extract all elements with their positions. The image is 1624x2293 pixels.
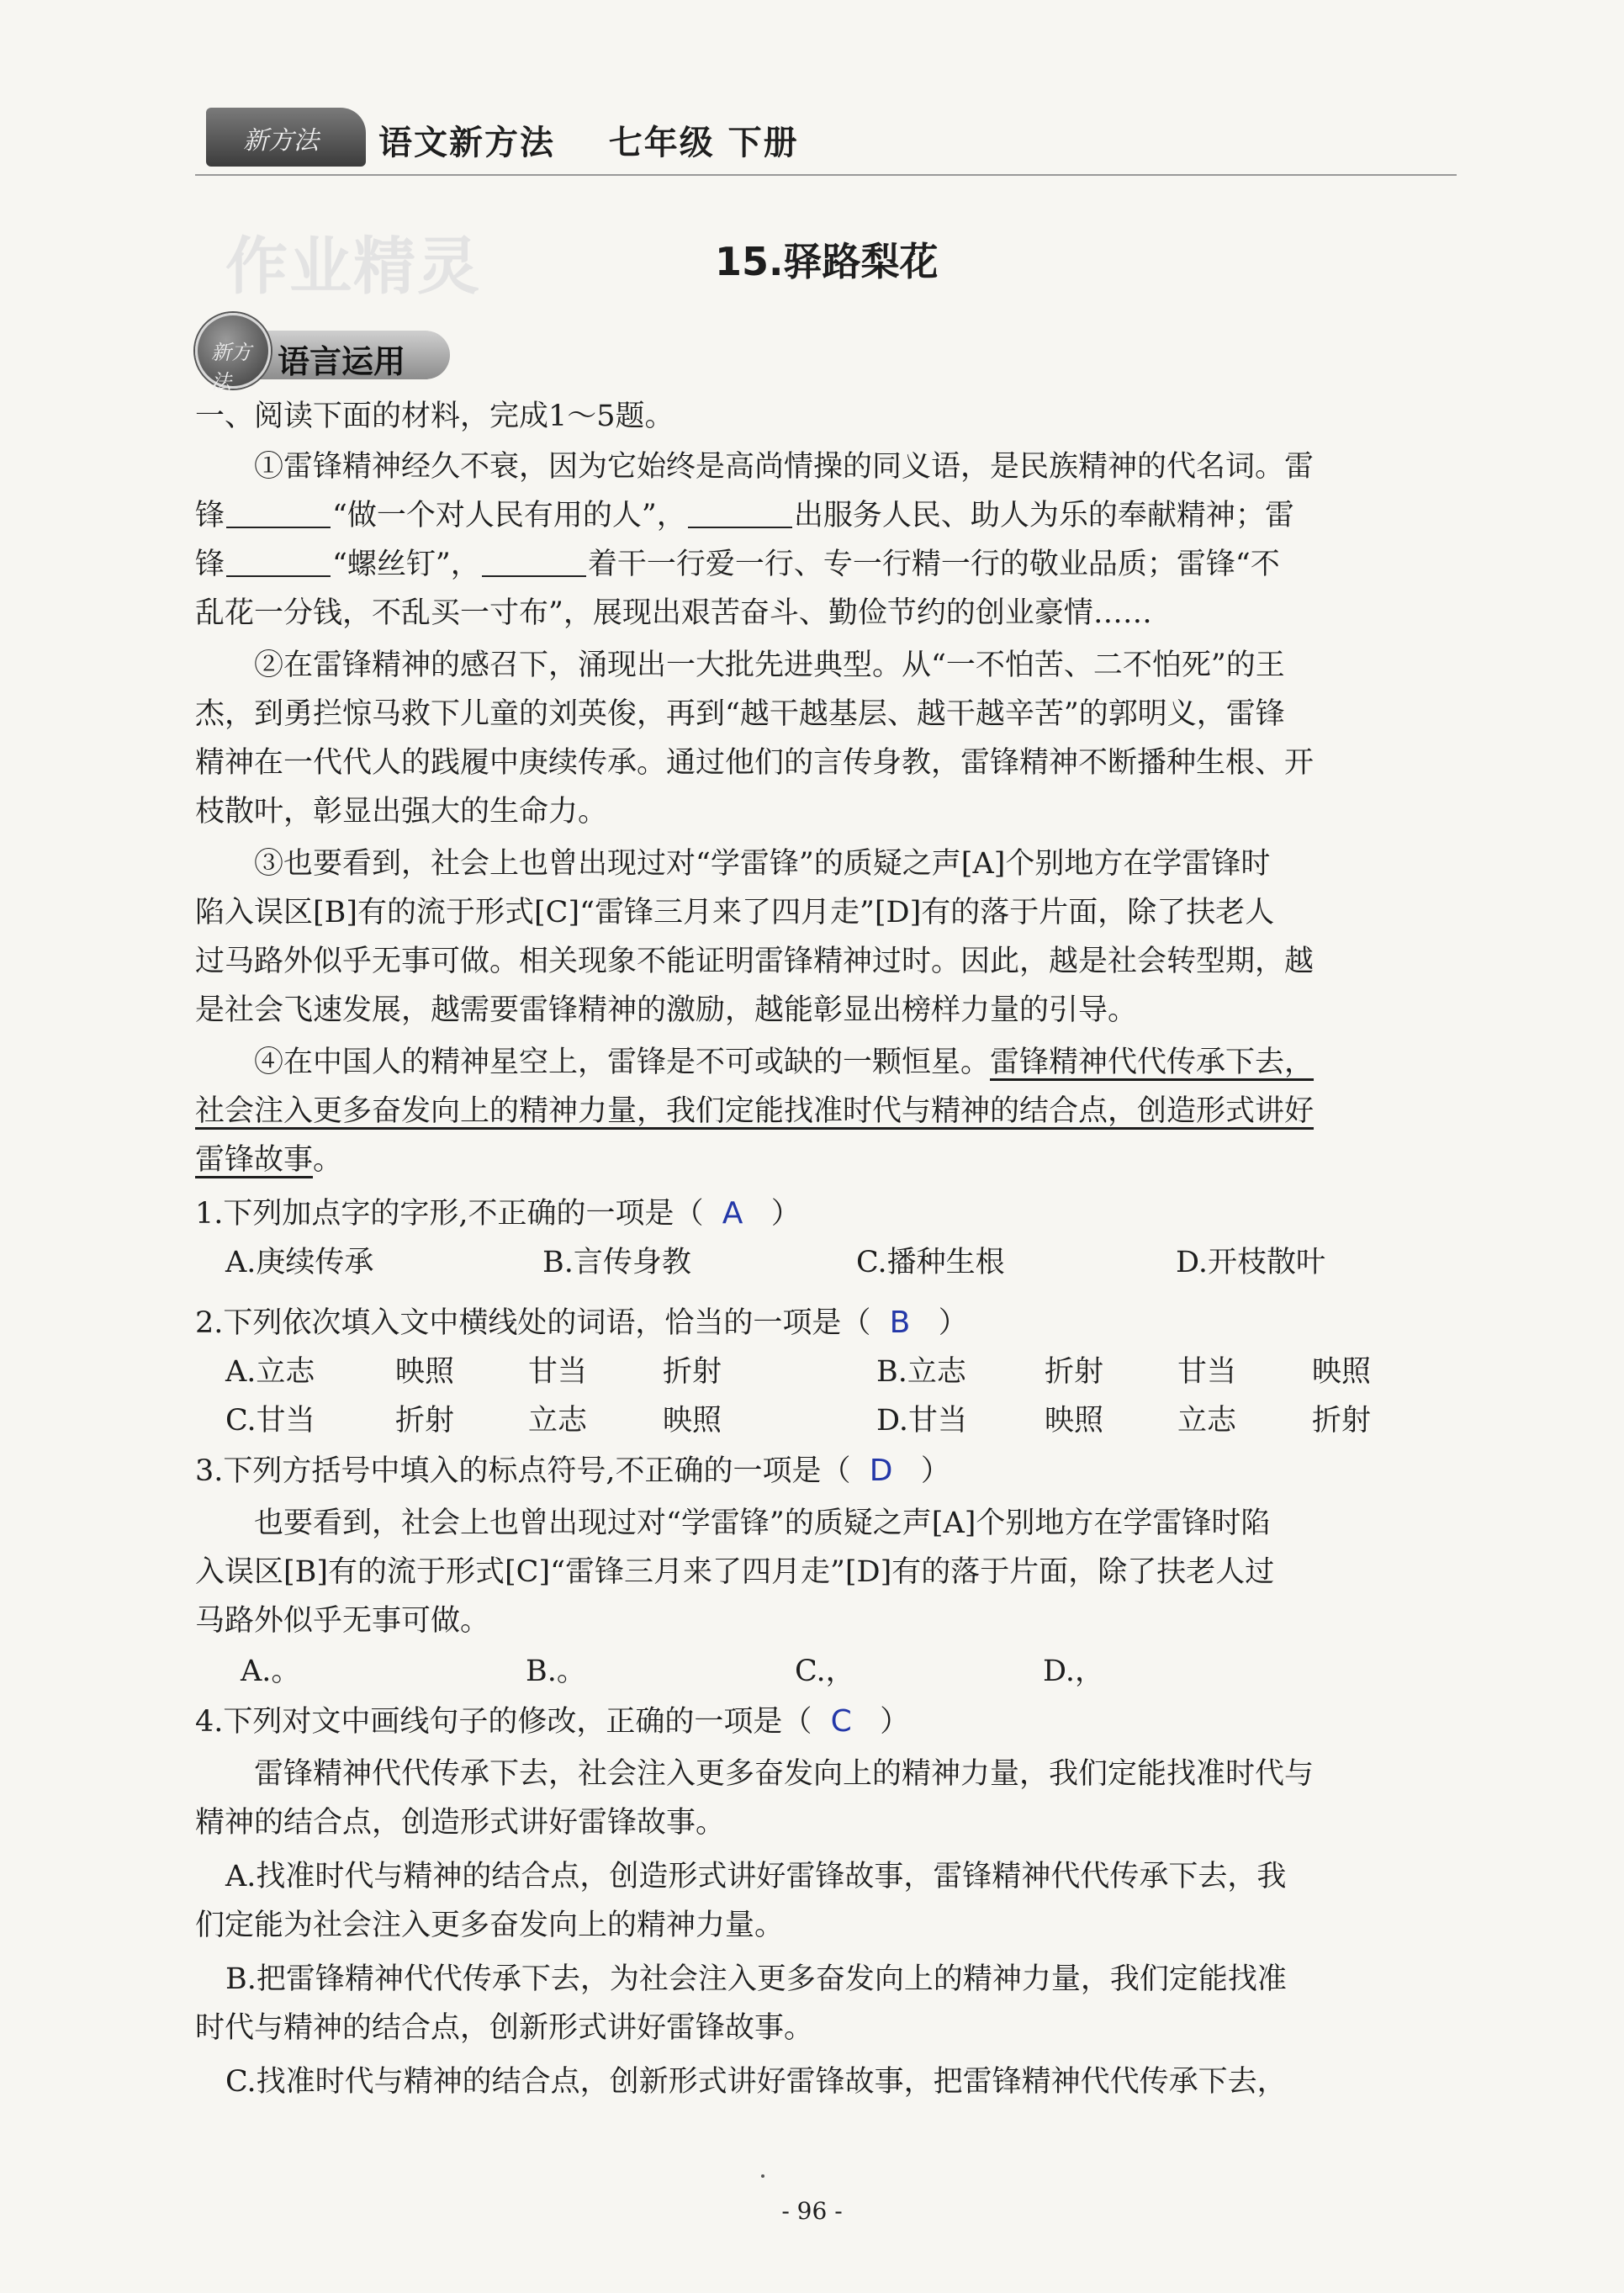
option-b-cont: 时代与精神的结合点，创新形式讲好雷锋故事。 — [195, 2011, 814, 2045]
question-stem: 2.下列依次填入文中横线处的词语，恰当的一项是（ — [195, 1306, 871, 1340]
option-word: 折射 — [663, 1355, 722, 1389]
fill-blank — [226, 500, 331, 528]
option-word: 折射 — [1312, 1404, 1372, 1438]
option: B.。 — [526, 1655, 586, 1688]
passage-line — [195, 1090, 1457, 1132]
lesson-title: 15.驿路梨花 — [715, 239, 939, 284]
question-4 — [195, 1701, 1457, 1743]
text: ） — [770, 1197, 801, 1231]
option: D.， — [1043, 1655, 1104, 1688]
option-b: B.把雷锋精神代代传承下去，为社会注入更多奋发向上的精神力量，我们定能找准 — [225, 1962, 1287, 1996]
option-a: A.找准时代与精神的结合点，创造形式讲好雷锋故事，雷锋精神代代传承下去，我 — [225, 1860, 1287, 1893]
text: 锋 — [195, 548, 225, 581]
option-word: 映照 — [1312, 1355, 1372, 1389]
passage-line: 过马路外似乎无事可做。相关现象不能证明雷锋精神过时。因此，越是社会转型期，越 — [195, 945, 1315, 978]
answer: C — [830, 1704, 852, 1739]
text: 着干一行爱一行、专一行精一行的敬业品质；雷锋“不 — [587, 548, 1280, 581]
passage-line — [195, 495, 1457, 537]
passage-line: ③也要看到，社会上也曾出现过对“学雷锋”的质疑之声[A]个别地方在学雷锋时 — [254, 847, 1271, 881]
text: ） — [920, 1454, 950, 1488]
option-word: 折射 — [1045, 1355, 1104, 1389]
instructions: 一、阅读下面的材料，完成1～5题。 — [195, 400, 674, 433]
passage-line: 枝散叶，彰显出强大的生命力。 — [195, 795, 608, 829]
section-label: 语言运用 — [278, 343, 406, 380]
option-a-cont: 们定能为社会注入更多奋发向上的精神力量。 — [195, 1909, 785, 1942]
option: C.， — [795, 1655, 855, 1688]
fill-blank — [688, 500, 792, 528]
passage-line — [195, 543, 1457, 585]
quote-line: 入误区[B]有的流于形式[C]“雷锋三月来了四月走”[D]有的落于片面，除了扶老人过 — [195, 1555, 1275, 1589]
option: A.立志 — [225, 1355, 315, 1389]
text: 。 — [313, 1143, 343, 1177]
option: D.开枝散叶 — [1176, 1246, 1325, 1279]
answer: A — [722, 1196, 743, 1231]
underlined-sentence: 雷锋故事 — [195, 1143, 314, 1177]
question-stem: 4.下列对文中画线句子的修改，正确的一项是（ — [195, 1705, 812, 1739]
question-2 — [195, 1302, 1457, 1344]
fill-blank — [482, 548, 586, 577]
option-word: 映照 — [1045, 1404, 1104, 1438]
publisher-logo — [206, 108, 366, 167]
option: C.播种生根 — [856, 1246, 1005, 1279]
text: “做一个对人民有用的人”， — [332, 499, 686, 532]
answer: B — [889, 1305, 911, 1340]
scan-dot — [761, 2174, 764, 2178]
option-word: 甘当 — [1177, 1355, 1237, 1389]
passage-line — [195, 1139, 1457, 1181]
passage-line: ①雷锋精神经久不衰，因为它始终是高尚情操的同义语，是民族精神的代名词。雷 — [254, 450, 1315, 484]
option: B.言传身教 — [542, 1246, 691, 1279]
option-word: 甘当 — [528, 1355, 588, 1389]
text: ④在中国人的精神星空上，雷锋是不可或缺的一颗恒星。 — [254, 1046, 991, 1079]
option: A.庚续传承 — [225, 1246, 374, 1279]
underlined-sentence: 社会注入更多奋发向上的精神力量，我们定能找准时代与精神的结合点，创造形式讲好 — [195, 1094, 1315, 1128]
section-logo-icon — [195, 313, 271, 394]
option: B.立志 — [876, 1355, 966, 1389]
option: A.。 — [241, 1655, 301, 1688]
quote-line: 精神的结合点，创造形式讲好雷锋故事。 — [195, 1806, 726, 1840]
option-word: 映照 — [663, 1404, 722, 1438]
fill-blank — [226, 548, 331, 577]
option-c: C.找准时代与精神的结合点，创新形式讲好雷锋故事，把雷锋精神代代传承下去， — [225, 2065, 1287, 2099]
passage-line: 是社会飞速发展，越需要雷锋精神的激励，越能彰显出榜样力量的引导。 — [195, 993, 1138, 1027]
quote-line: 马路外似乎无事可做。 — [195, 1604, 490, 1638]
header-rule — [195, 174, 1457, 176]
book-title: 语文新方法 七年级 下册 — [378, 123, 799, 162]
passage-line — [254, 1041, 1457, 1083]
page-number: - 96 - — [781, 2197, 843, 2225]
question-stem: 1.下列加点字的字形,不正确的一项是（ — [195, 1197, 704, 1231]
text: ） — [880, 1705, 910, 1739]
passage-line: 杰，到勇拦惊马救下儿童的刘英俊，再到“越干越基层、越干越辛苦”的郭明义，雷锋 — [195, 697, 1285, 731]
badge-logo-text: 新方法 — [211, 341, 251, 394]
question-1 — [195, 1193, 1457, 1235]
passage-line: ②在雷锋精神的感召下，涌现出一大批先进典型。从“一不怕苦、二不怕死”的王 — [254, 649, 1285, 682]
option-word: 立志 — [1177, 1404, 1237, 1438]
text: “螺丝钉”， — [332, 548, 480, 581]
option: C.甘当 — [225, 1404, 315, 1438]
option: D.甘当 — [876, 1404, 967, 1438]
option-word: 折射 — [395, 1404, 455, 1438]
text: 锋 — [195, 499, 225, 532]
option-word: 立志 — [528, 1404, 588, 1438]
passage-line: 精神在一代代人的践履中庚续传承。通过他们的言传身教，雷锋精神不断播种生根、开 — [195, 746, 1315, 780]
answer: D — [869, 1454, 893, 1488]
question-3 — [195, 1450, 1457, 1492]
passage-line: 乱花一分钱，不乱买一寸布”，展现出艰苦奋斗、勤俭节约的创业豪情…… — [195, 596, 1152, 630]
text: 出服务人民、助人为乐的奉献精神；雷 — [793, 499, 1294, 532]
logo-text: 新方法 — [243, 126, 319, 156]
passage-line: 陷入误区[B]有的流于形式[C]“雷锋三月来了四月走”[D]有的落于片面，除了扶老人 — [195, 896, 1275, 929]
text: ） — [938, 1306, 968, 1340]
question-stem: 3.下列方括号中填入的标点符号,不正确的一项是（ — [195, 1454, 851, 1488]
quote-line: 也要看到，社会上也曾出现过对“学雷锋”的质疑之声[A]个别地方在学雷锋时陷 — [254, 1507, 1271, 1540]
section-badge — [252, 331, 450, 379]
option-word: 映照 — [395, 1355, 455, 1389]
watermark: 作业精灵 — [225, 230, 481, 303]
underlined-sentence: 雷锋精神代代传承下去， — [990, 1046, 1315, 1079]
quote-line: 雷锋精神代代传承下去，社会注入更多奋发向上的精神力量，我们定能找准时代与 — [254, 1757, 1315, 1791]
